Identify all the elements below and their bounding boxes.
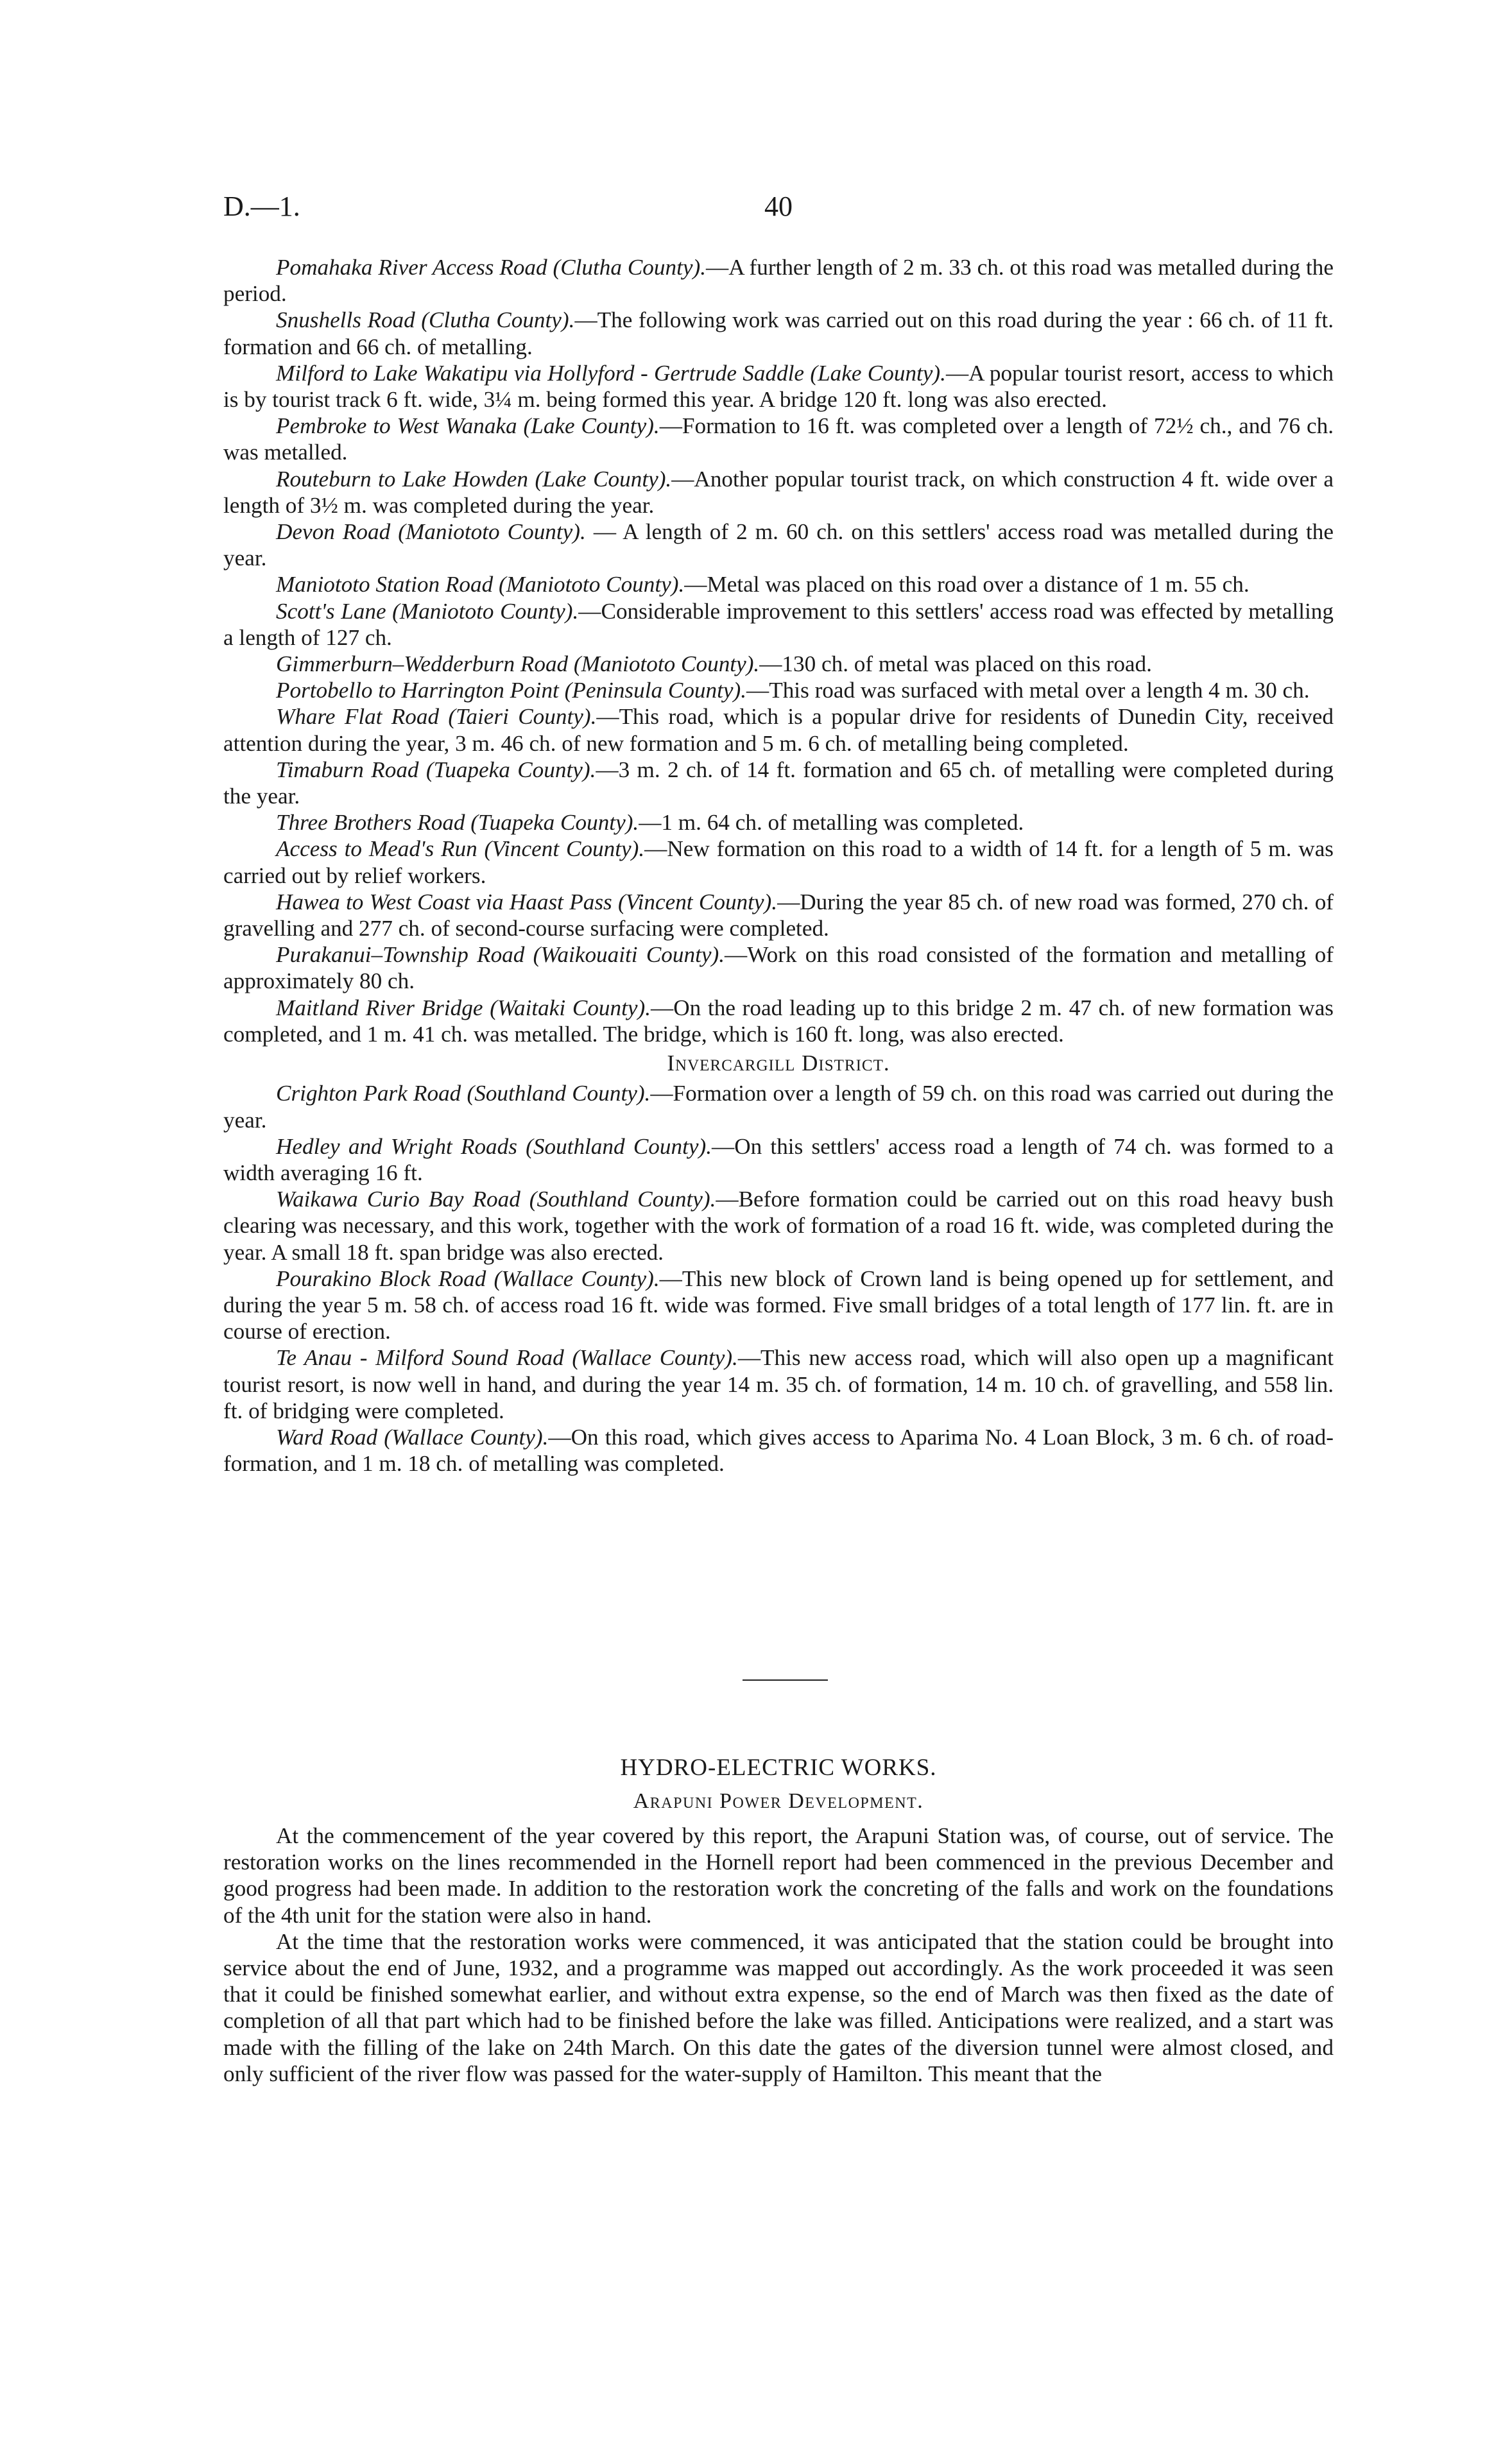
paragraph-text: —Considerable improvement to this settlers' access road was effected by metalling a length of 127 ch. (223, 598, 1334, 650)
paragraph-title: Access to Mead's Run (Vincent County). (276, 836, 645, 862)
paragraph-title: Hawea to West Coast via Haast Pass (Vincent County). (276, 889, 778, 914)
paragraph (223, 677, 1334, 703)
paragraph (223, 757, 1334, 809)
page-header (223, 190, 1334, 228)
paragraph-title: Pomahaka River Access Road (Clutha County). (276, 255, 707, 280)
paragraph-title: Devon Road (Maniototo County). (276, 519, 586, 545)
paragraph-text: —This road, which is a popular drive for residents of Dunedin City, received attention during the year, 3 m. 46 ch. of new formation and 5 m. 6 ch. of metalling being completed. (223, 704, 1334, 756)
paragraph-title: Te Anau - Milford Sound Road (Wallace County). (276, 1345, 738, 1371)
paragraph-title: Pourakino Block Road (Wallace County). (276, 1266, 660, 1291)
paragraph-text: — A length of 2 m. 60 ch. on this settlers' access road was metalled during the year. (223, 519, 1334, 571)
paragraph (223, 1133, 1334, 1186)
paragraph (223, 1266, 1334, 1345)
paragraph (223, 598, 1334, 651)
paragraph (223, 889, 1334, 941)
paragraph (223, 995, 1334, 1047)
paragraph (223, 413, 1334, 465)
paragraph (223, 836, 1334, 888)
paragraph-text: —This new access road, which will also open up a magnificant tourist resort, is now well in hand, and during the year 14 m. 35 ch. of formation, 14 m. 10 ch. of gravelling, and 558 lin. ft. of bridging were completed. (223, 1345, 1334, 1423)
paragraph-title: Gimmerburn–Wedderburn Road (Maniototo County). (276, 651, 760, 677)
paragraph-text: —The following work was carried out on this road during the year : 66 ch. of 11 ft. formation and 66 ch. of metalling. (223, 307, 1334, 359)
paragraph-title: Milford to Lake Wakatipu via Hollyford - Gertrude Saddle (Lake County). (276, 360, 946, 386)
road-works-column (223, 254, 1334, 1477)
document-code: D.—1. (223, 191, 300, 222)
paragraph (223, 809, 1334, 836)
paragraph-title: Maitland River Bridge (Waitaki County). (276, 995, 651, 1020)
paragraph-text: —Work on this road consisted of the formation and metalling of approximately 80 ch. (223, 942, 1334, 994)
paragraph-text: —A popular tourist resort, access to which is by tourist track 6 ft. wide, 3¼ m. being formed this year. A bridge 120 ft. long was also erected. (223, 360, 1334, 413)
paragraph (223, 941, 1334, 994)
paragraph-text: —Another popular tourist track, on which construction 4 ft. wide over a length of 3½ m. was completed during the year. (223, 466, 1334, 518)
paragraph-text: —Metal was placed on this road over a distance of 1 m. 55 ch. (684, 572, 1250, 597)
section-title: HYDRO-ELECTRIC WORKS. (620, 1755, 937, 1781)
paragraph (223, 1080, 1334, 1133)
paragraph-title: Portobello to Harrington Point (Peninsula County). (276, 678, 747, 703)
paragraph-title: Timaburn Road (Tuapeka County). (276, 757, 596, 782)
paragraph-text: —On this road, which gives access to Aparima No. 4 Loan Block, 3 m. 6 ch. of road-formation, and 1 m. 18 ch. of metalling was completed. (223, 1424, 1334, 1477)
paragraph-title: Maniototo Station Road (Maniototo County). (276, 572, 685, 597)
paragraph-title: Crighton Park Road (Southland County). (276, 1081, 651, 1106)
page-number: 40 (764, 191, 793, 222)
paragraph (223, 1424, 1334, 1477)
paragraph-title: Snushells Road (Clutha County). (276, 307, 575, 333)
paragraph: At the commencement of the year covered by this report, the Arapuni Station was, of course, out of service. The restoration works on the lines recommended in the Hornell report had been commenced in the previous December and good progress had been made. In addition to the restoration work the concreting of the falls and work on the foundations of the 4th unit for the station were also in hand. (223, 1823, 1334, 1928)
paragraph-title: Pembroke to West Wanaka (Lake County). (276, 413, 660, 439)
paragraph (223, 519, 1334, 571)
paragraph-title: Waikawa Curio Bay Road (Southland County). (276, 1187, 716, 1212)
hydro-column (223, 1823, 1334, 2087)
paragraph-text: —Before formation could be carried out on this road heavy bush clearing was necessary, and this work, together with the work of formation of a road 16 ft. wide, was completed during the year. A small 18 ft. span bridge was also erected. (223, 1187, 1334, 1265)
paragraph-text: —On this settlers' access road a length of 74 ch. was formed to a width averaging 16 ft. (223, 1133, 1334, 1185)
paragraph-title: Three Brothers Road (Tuapeka County). (276, 810, 639, 836)
paragraph-title: Whare Flat Road (Taieri County). (276, 704, 597, 730)
paragraph-text: —New formation on this road to a width of 14 ft. for a length of 5 m. was carried out by relief workers. (223, 836, 1334, 888)
paragraph: At the time that the restoration works were commenced, it was anticipated that the station could be brought into service about the end of June, 1932, and a programme was mapped out accordingly. As the work proceeded it was seen that it could be finished somewhat earlier, and without extra expense, so the end of March was then fixed as the date of completion of all that part which had to be finished before the lake was filled. Anticipations were realized, and a start was made with the filling of the lake on 24th March. On this date the gates of the diversion tunnel were almost closed, and only sufficient of the river flow was passed for the water-supply of Hamilton. This meant that the (223, 1928, 1334, 2086)
paragraph-text: —During the year 85 ch. of new road was formed, 270 ch. of gravelling and 277 ch. of second-course surfacing were completed. (223, 889, 1334, 941)
section-divider (743, 1679, 828, 1681)
paragraph (223, 1186, 1334, 1266)
paragraph-title: Scott's Lane (Maniototo County). (276, 598, 579, 624)
paragraph (223, 703, 1334, 756)
paragraph-text: —Formation over a length of 59 ch. on this road was carried out during the year. (223, 1081, 1334, 1133)
paragraph (223, 466, 1334, 519)
paragraph-title: Routeburn to Lake Howden (Lake County). (276, 466, 672, 492)
section-subtitle: Arapuni Power Development. (633, 1789, 924, 1813)
paragraph (223, 254, 1334, 307)
paragraph-text: —1 m. 64 ch. of metalling was completed. (639, 810, 1024, 836)
paragraph (223, 651, 1334, 677)
paragraph (223, 571, 1334, 597)
paragraph-title: Purakanui–Township Road (Waikouaiti County). (276, 942, 725, 968)
paragraph-text: —130 ch. of metal was placed on this road. (759, 651, 1152, 677)
paragraph-title: Ward Road (Wallace County). (276, 1424, 549, 1450)
paragraph (223, 1344, 1334, 1424)
paragraph-text: —This new block of Crown land is being opened up for settlement, and during the year 5 m. 58 ch. of access road 16 ft. wide was formed. Five small bridges of a total length of 177 lin. ft. are in course of erection. (223, 1266, 1334, 1344)
paragraph (223, 360, 1334, 413)
paragraph-title: Hedley and Wright Roads (Southland County). (276, 1133, 712, 1159)
paragraph-text: —A further length of 2 m. 33 ch. ot this road was metalled during the period. (223, 255, 1334, 307)
paragraph-text: —Formation to 16 ft. was completed over a length of 72½ ch., and 76 ch. was metalled. (223, 413, 1334, 465)
paragraph-text: —This road was surfaced with metal over a length 4 m. 30 ch. (746, 678, 1310, 703)
paragraph-text: —3 m. 2 ch. of 14 ft. formation and 65 ch. of metalling were completed during the year. (223, 757, 1334, 809)
paragraph (223, 307, 1334, 359)
district-heading: Invercargill District. (667, 1051, 890, 1076)
paragraph-text: —On the road leading up to this bridge 2 m. 47 ch. of new formation was completed, and 1 m. 41 ch. was metalled. The bridge, which is 160 ft. long, was also erected. (223, 995, 1334, 1047)
